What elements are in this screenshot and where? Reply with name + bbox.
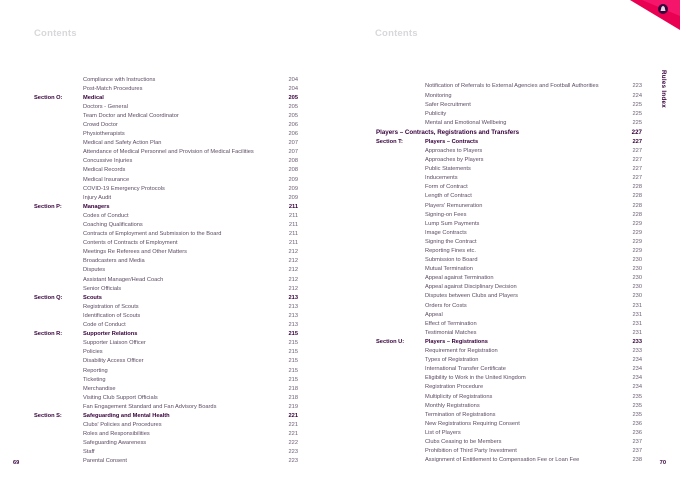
toc-entry[interactable] (376, 191, 642, 200)
toc-entry[interactable] (34, 438, 298, 447)
toc-entry[interactable] (34, 101, 298, 110)
entry-title: Notification of Referrals to External Agencies and Football Authorities (425, 83, 599, 90)
page-ref: 213 (288, 303, 298, 310)
toc-entry[interactable] (34, 119, 298, 128)
page-ref: 212 (288, 249, 298, 256)
page-ref: 211 (288, 212, 298, 219)
entry-title: Scouts (83, 294, 102, 301)
entry-title: Policies (83, 349, 103, 356)
toc-entry[interactable] (376, 182, 642, 191)
page-ref: 223 (288, 458, 298, 465)
entry-title: Image Contracts (425, 229, 467, 236)
entry-title: Medical (83, 94, 104, 101)
toc-entry[interactable] (34, 274, 298, 283)
toc-entry[interactable] (34, 110, 298, 119)
entry-title: Visiting Club Support Officials (83, 394, 158, 401)
toc-entry[interactable] (34, 174, 298, 183)
section-label: Section U: (376, 338, 405, 345)
page-ref: 235 (632, 393, 642, 400)
entry-title: International Transfer Certificate (425, 366, 506, 373)
entry-title: Medical and Safety Action Plan (83, 140, 162, 147)
entry-title: Team Doctor and Medical Coordinator (83, 112, 179, 119)
page-ref: 227 (632, 147, 642, 154)
entry-title: Players' Remuneration (425, 202, 483, 209)
page-ref: 215 (288, 367, 298, 374)
page-ref: 238 (632, 457, 642, 464)
lion-crest-icon (620, 0, 680, 40)
toc-entry[interactable] (376, 273, 642, 282)
page-ref: 233 (632, 348, 642, 355)
page-ref: 236 (632, 429, 642, 436)
entry-title: Signing-on Fees (425, 211, 467, 218)
page-ref: 230 (632, 284, 642, 291)
toc-entry[interactable] (376, 90, 642, 99)
page-ref: 234 (632, 384, 642, 391)
toc-entry[interactable] (34, 356, 298, 365)
toc-entry[interactable] (34, 265, 298, 274)
entry-title: Contents of Contracts of Employment (83, 240, 178, 247)
entry-title: Monthly Registrations (425, 402, 480, 409)
toc-entry[interactable] (376, 400, 642, 409)
section-heading[interactable] (34, 329, 298, 338)
entry-title: New Registrations Requiring Consent (425, 420, 520, 427)
toc-entry[interactable] (376, 382, 642, 391)
section-label: Section T: (376, 138, 403, 145)
toc-entry[interactable] (376, 446, 642, 455)
page-ref: 212 (288, 276, 298, 283)
page-ref: 206 (288, 131, 298, 138)
entry-title: Supporter Relations (83, 331, 138, 338)
entry-title: Signing the Contract (425, 238, 477, 245)
page-ref: 207 (288, 149, 298, 156)
page-ref: 230 (632, 257, 642, 264)
page-ref: 212 (288, 267, 298, 274)
page-ref: 204 (288, 85, 298, 92)
toc-entry[interactable] (376, 418, 642, 427)
page-ref: 236 (632, 420, 642, 427)
page-ref: 208 (288, 158, 298, 165)
page-ref: 211 (288, 231, 298, 238)
entry-title: Length of Contract (425, 193, 472, 200)
toc-entry[interactable] (34, 420, 298, 429)
toc-entry[interactable] (376, 391, 642, 400)
page-ref: 209 (288, 194, 298, 201)
toc-entry[interactable] (34, 247, 298, 256)
entry-title: Medical Insurance (83, 176, 130, 183)
toc-entry[interactable] (34, 238, 298, 247)
page-heading: Contents (375, 28, 418, 39)
toc-entry[interactable] (376, 264, 642, 273)
toc-entry[interactable] (376, 227, 642, 236)
entry-title: Players – Registrations (425, 338, 488, 345)
toc-entry[interactable] (376, 108, 642, 117)
toc-entry[interactable] (376, 282, 642, 291)
entry-title: Injury Audit (83, 194, 112, 201)
toc-entry[interactable] (376, 373, 642, 382)
entry-title: Requirement for Registration (425, 348, 498, 355)
toc-entry[interactable] (376, 74, 642, 90)
toc-entry[interactable] (34, 220, 298, 229)
entry-title: Reporting Fines etc. (425, 248, 476, 254)
entry-title: Disputes between Clubs and Players (425, 293, 518, 300)
toc-entry[interactable] (34, 229, 298, 238)
entry-title: COVID-19 Emergency Protocols (83, 185, 165, 192)
page-ref: 223 (632, 83, 642, 90)
page-ref: 213 (288, 312, 298, 319)
page-ref: 227 (632, 175, 642, 182)
section-label: Section Q: (34, 294, 63, 301)
entry-title: Contracts of Employment and Submission to the Board (83, 231, 222, 238)
page-ref: 230 (632, 266, 642, 273)
toc-entry[interactable] (376, 209, 642, 218)
entry-title: Testimonial Matches (425, 329, 477, 336)
page-ref: 221 (288, 422, 298, 429)
page-ref: 209 (288, 176, 298, 183)
page-ref: 228 (632, 211, 642, 218)
page-ref: 235 (632, 402, 642, 409)
entry-title: Code of Conduct (83, 322, 126, 329)
page-ref: 233 (632, 338, 642, 345)
page-ref: 231 (632, 311, 642, 318)
entry-title: Players – Contracts, Registrations and Transfers (376, 128, 520, 136)
toc-entry[interactable] (34, 301, 298, 310)
part-heading[interactable] (376, 126, 642, 136)
toc-entry[interactable] (34, 183, 298, 192)
toc-entry[interactable] (34, 283, 298, 292)
entry-title: Compliance with Instructions (83, 76, 156, 83)
toc-entry[interactable] (34, 456, 298, 465)
toc-entry[interactable] (376, 145, 642, 154)
page-ref: 206 (288, 121, 298, 128)
toc-entry[interactable] (34, 338, 298, 347)
toc-entry[interactable] (34, 192, 298, 201)
entry-title: Staff (83, 449, 95, 456)
toc-entry[interactable] (34, 129, 298, 138)
entry-title: Termination of Registrations (425, 411, 496, 418)
page-ref: 211 (288, 222, 298, 228)
entry-title: Types of Registration (425, 357, 479, 364)
page-ref: 227 (632, 166, 642, 173)
entry-title: Registration Procedure (425, 384, 484, 391)
entry-title: List of Players (425, 429, 461, 436)
page-ref: 213 (288, 322, 298, 329)
page-ref: 228 (632, 184, 642, 191)
entry-title: Submission to Board (425, 257, 478, 264)
page-ref: 215 (288, 376, 298, 383)
toc-entry[interactable] (34, 374, 298, 383)
toc-entry[interactable] (376, 364, 642, 373)
entry-title: Doctors - General (83, 103, 128, 110)
entry-title: Post-Match Procedures (83, 85, 143, 92)
entry-title: Concussive Injuries (83, 158, 133, 165)
toc-entry[interactable] (376, 318, 642, 327)
page-ref: 211 (288, 203, 298, 210)
section-heading[interactable] (34, 92, 298, 101)
entry-title: Players – Contracts (425, 138, 479, 145)
page-ref: 228 (632, 202, 642, 209)
toc-entry[interactable] (376, 99, 642, 108)
entry-title: Roles and Responsibilities (83, 431, 150, 438)
entry-title: Attendance of Medical Personnel and Provision of Medical Facilities (83, 149, 254, 156)
page-ref: 215 (288, 331, 298, 338)
page-ref: 225 (632, 101, 642, 108)
section-heading[interactable] (34, 201, 298, 210)
section-heading[interactable] (34, 292, 298, 301)
toc-entry[interactable] (376, 173, 642, 182)
page-ref: 234 (632, 375, 642, 382)
page-ref: 225 (632, 119, 642, 126)
page-ref: 219 (288, 403, 298, 410)
entry-title: Crowd Doctor (83, 121, 118, 128)
entry-title: Clubs Ceasing to be Members (425, 438, 502, 445)
toc-entry[interactable] (376, 246, 642, 255)
toc-entry[interactable] (34, 392, 298, 401)
section-label: Section P: (34, 203, 62, 210)
page-heading: Contents (34, 28, 77, 39)
toc-entry[interactable] (376, 355, 642, 364)
page-ref: 230 (632, 293, 642, 300)
entry-title: Inducements (425, 175, 458, 182)
toc-entry[interactable] (34, 401, 298, 410)
entry-title: Approaches by Players (425, 157, 484, 164)
page-ref: 227 (632, 138, 642, 145)
entry-title: Safer Recruitment (425, 101, 471, 108)
toc-entry[interactable] (376, 346, 642, 355)
entry-title: Medical Records (83, 167, 126, 174)
page-ref: 218 (288, 385, 298, 392)
toc-entry[interactable] (34, 320, 298, 329)
section-heading[interactable] (34, 410, 298, 419)
entry-title: Publicity (425, 110, 447, 117)
page-ref: 208 (288, 167, 298, 174)
page-ref: 223 (288, 449, 298, 456)
toc-entry[interactable] (34, 429, 298, 438)
toc-entry[interactable] (376, 218, 642, 227)
entry-title: Appeal against Termination (425, 275, 494, 282)
toc-entry[interactable] (376, 236, 642, 245)
entry-title: Prohibition of Third Party Investment (425, 448, 517, 455)
entry-title: Managers (83, 203, 110, 210)
page-ref: 207 (288, 140, 298, 147)
entry-title: Mental and Emotional Wellbeing (425, 119, 507, 126)
entry-title: Registration of Scouts (83, 303, 139, 310)
toc-entry[interactable] (34, 165, 298, 174)
page-ref: 231 (632, 302, 642, 309)
entry-title: Mutual Termination (425, 266, 473, 273)
toc-entry[interactable] (34, 210, 298, 219)
entry-title: Merchandise (83, 385, 116, 392)
page-ref: 228 (632, 193, 642, 200)
right-page (340, 0, 680, 483)
page-ref: 225 (632, 110, 642, 117)
entry-title: Eligibility to Work in the United Kingdom (425, 375, 526, 382)
page-ref: 235 (632, 411, 642, 418)
page-ref: 237 (632, 438, 642, 445)
entry-title: Multiplicity of Registrations (425, 393, 493, 400)
entry-title: Approaches to Players (425, 147, 483, 154)
page-ref: 204 (288, 76, 298, 83)
contents-list (34, 74, 298, 465)
toc-entry[interactable] (34, 156, 298, 165)
entry-title: Fan Engagement Standard and Fan Advisory Boards (83, 403, 217, 410)
toc-entry[interactable] (34, 256, 298, 265)
toc-entry[interactable] (376, 291, 642, 300)
toc-entry[interactable] (34, 310, 298, 319)
page-ref: 234 (632, 366, 642, 373)
toc-entry[interactable] (376, 309, 642, 318)
page-ref: 218 (288, 394, 298, 401)
section-label: Section R: (34, 331, 63, 338)
entry-title: Senior Officials (83, 285, 122, 292)
page-number: 70 (659, 460, 666, 466)
page-ref: 212 (288, 285, 298, 292)
toc-entry[interactable] (376, 300, 642, 309)
page-ref: 215 (288, 340, 298, 347)
entry-title: Appeal (425, 311, 443, 318)
toc-entry[interactable] (34, 383, 298, 392)
entry-title: Broadcasters and Media (83, 258, 145, 265)
entry-title: Assignment of Entitlement to Compensation Fee or Loan Fee (425, 457, 580, 464)
toc-entry[interactable] (34, 74, 298, 83)
page-ref: 221 (288, 431, 298, 438)
toc-entry[interactable] (376, 409, 642, 418)
page-ref: 234 (632, 357, 642, 364)
toc-entry[interactable] (34, 365, 298, 374)
page-ref: 230 (632, 275, 642, 282)
toc-entry[interactable] (34, 447, 298, 456)
page-ref: 213 (288, 294, 298, 301)
page-ref: 205 (288, 94, 298, 101)
section-heading[interactable] (376, 336, 642, 345)
toc-entry[interactable] (34, 347, 298, 356)
entry-title: Supporter Liaison Officer (83, 340, 146, 347)
toc-entry[interactable] (34, 83, 298, 92)
toc-entry[interactable] (376, 164, 642, 173)
section-heading[interactable] (376, 136, 642, 145)
entry-title: Disability Access Officer (83, 358, 144, 365)
entry-title: Lump Sum Payments (425, 220, 480, 227)
page-ref: 212 (288, 258, 298, 265)
toc-entry[interactable] (376, 200, 642, 209)
page-ref: 211 (288, 240, 298, 247)
entry-title: Physiotherapists (83, 131, 125, 138)
page-ref: 229 (632, 238, 642, 245)
entry-title: Coaching Qualifications (83, 222, 143, 228)
toc-entry[interactable] (376, 327, 642, 336)
page-ref: 231 (632, 329, 642, 336)
entry-title: Clubs' Policies and Procedures (83, 422, 162, 429)
section-label: Section O: (34, 94, 63, 101)
entry-title: Form of Contract (425, 184, 468, 191)
entry-title: Public Statements (425, 166, 471, 173)
entry-title: Ticketing (83, 376, 106, 383)
page-ref: 205 (288, 112, 298, 119)
page-ref: 227 (632, 157, 642, 164)
entry-title: Effect of Termination (425, 320, 477, 327)
section-label: Section S: (34, 412, 62, 419)
page-ref: 231 (632, 320, 642, 327)
rules-index-label: Rules Index (660, 70, 667, 109)
entry-title: Safeguarding Awareness (83, 440, 147, 447)
toc-entry[interactable] (376, 117, 642, 126)
toc-entry[interactable] (376, 427, 642, 436)
page-ref: 221 (288, 412, 298, 419)
entry-title: Safeguarding and Mental Health (83, 412, 170, 419)
page-ref: 215 (288, 349, 298, 356)
entry-title: Parental Consent (83, 458, 127, 465)
page-ref: 222 (288, 440, 298, 447)
contents-list (376, 74, 642, 464)
page-ref: 224 (632, 92, 642, 99)
page-ref: 215 (288, 358, 298, 365)
page-ref: 237 (632, 448, 642, 455)
page-ref: 229 (632, 248, 642, 254)
page-number: 69 (13, 460, 20, 466)
page-ref: 205 (288, 103, 298, 110)
entry-title: Appeal against Disciplinary Decision (425, 284, 517, 291)
toc-entry[interactable] (376, 455, 642, 464)
entry-title: Orders for Costs (425, 302, 467, 309)
entry-title: Identification of Scouts (83, 312, 141, 319)
page-ref: 209 (288, 185, 298, 192)
toc-entry[interactable] (34, 138, 298, 147)
entry-title: Monitoring (425, 92, 452, 99)
toc-entry[interactable] (376, 436, 642, 445)
entry-title: Assistant Manager/Head Coach (83, 276, 164, 283)
page-ref: 229 (632, 220, 642, 227)
entry-title: Reporting (83, 367, 108, 374)
page-ref: 227 (631, 128, 642, 136)
entry-title: Meetings Re Referees and Other Matters (83, 249, 188, 256)
toc-entry[interactable] (376, 255, 642, 264)
entry-title: Codes of Conduct (83, 212, 129, 219)
toc-entry[interactable] (376, 155, 642, 164)
entry-title: Disputes (83, 267, 106, 274)
toc-entry[interactable] (34, 147, 298, 156)
page-ref: 229 (632, 229, 642, 236)
